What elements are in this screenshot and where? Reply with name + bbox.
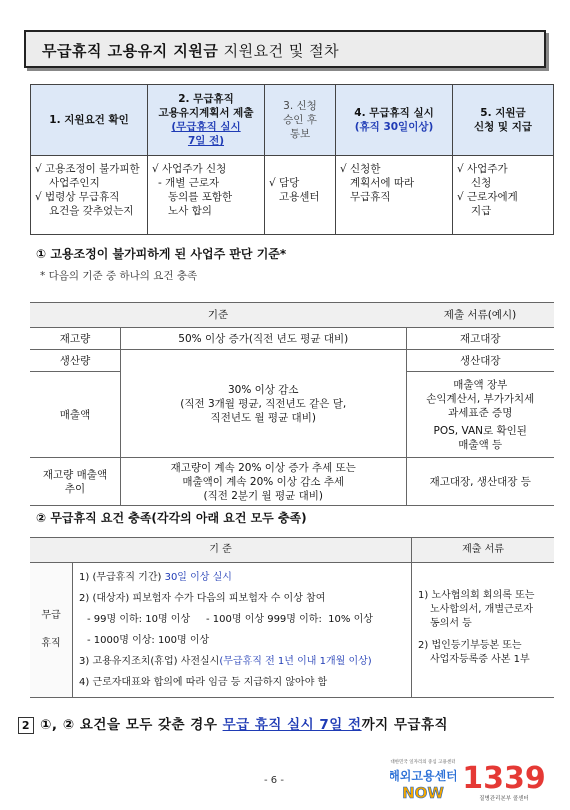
unpaid-leave-criteria-table: [30, 537, 554, 698]
row-label-inventory: 재고량: [30, 328, 121, 350]
svg-text:대한민국 일자리의 중심 고용센터: 대한민국 일자리의 중심 고용센터: [390, 760, 456, 765]
decrease-criteria: 30% 이상 감소 (직전 3개월 평균, 직전년도 같은 달, 직전년도 월 평균 대비): [121, 350, 407, 458]
criteria2-header: 기 준: [30, 538, 412, 563]
unpaid-leave-label: 무급 휴직: [30, 563, 73, 698]
svg-text:해외고용센터: 해외고용센터: [390, 769, 456, 783]
row-label-sales: 매출액: [30, 372, 121, 458]
step-4-detail: √ 신청한 계획서에 따라 무급휴직: [336, 156, 453, 235]
sales-docs: 매출액 장부 손익계산서, 부가가치세 과세표준 증명 POS, VAN로 확인된 매출액 등: [406, 372, 554, 458]
step-3-detail: √ 담당 고용센터: [265, 156, 336, 235]
page-title: 무급휴직 고용유지 지원금 지원요건 및 절차: [42, 42, 340, 60]
section-1-heading: ① 고용조정이 불가피하게 된 사업주 판단 기준*: [36, 247, 287, 261]
inventory-criteria: 50% 이상 증가(직전 년도 평균 대비): [121, 328, 407, 350]
employment-center-logo: [390, 756, 456, 802]
unpaid-leave-criteria: 1) (무급휴직 기간) 30일 이상 실시 2) (대상자) 피보험자 수가 다음의 피보험자 수 이상 참여 - 99명 이하: 10명 이상 - 100명 이상 999명 이하: 10% 이상 - 1000명 이상: 100명 이상 3) 고용유지조치(휴업) 사전실시(무급휴직 전 1년 이내 1개월 이상) 4) 근로자대표와 합의에 따라 임금 등 지급하지 않아야 함: [73, 563, 412, 698]
production-docs: 생산대장: [406, 350, 554, 372]
step-5-detail: √ 사업주가 신청 √ 근로자에게 지급: [453, 156, 554, 235]
conclusion-line: 2 ①, ② 요건을 모두 갖춘 경우 무급 휴직 실시 7일 전까지 무급휴직: [18, 713, 448, 734]
docs-header: 제출 서류(예시): [406, 303, 554, 328]
step-1-header: 1. 지원요건 확인: [31, 85, 148, 156]
criteria-header: 기준: [30, 303, 406, 328]
page-number: - 6 -: [264, 775, 284, 786]
page-title-box: [24, 30, 546, 68]
inventory-docs: 재고대장: [406, 328, 554, 350]
step-5-header: 5. 지원금 신청 및 지급: [453, 85, 554, 156]
svg-text:1339: 1339: [464, 761, 544, 796]
trend-docs: 재고대장, 생산대장 등: [406, 458, 554, 506]
svg-text:NOW: NOW: [402, 784, 444, 802]
process-table: [30, 84, 554, 235]
callcenter-1339-logo: [464, 754, 544, 804]
row-label-production: 생산량: [30, 350, 121, 372]
step-2-header: 2. 무급휴직 고용유지계획서 제출 (무급휴직 실시 7일 전): [148, 85, 265, 156]
step-1-detail: √ 고용조정이 불가피한 사업주인지 √ 법령상 무급휴직 요건을 갖추었는지: [31, 156, 148, 235]
deadline-link[interactable]: 무급 휴직 실시 7일 전: [222, 717, 362, 733]
row-label-trend: 재고량 매출액 추이: [30, 458, 121, 506]
employer-criteria-table: [30, 302, 554, 506]
step-2-detail: √ 사업주가 신청 - 개별 근로자 동의를 포함한 노사 합의: [148, 156, 265, 235]
section-1-note: * 다음의 기준 중 하나의 요건 충족: [40, 270, 198, 282]
step-3-header: 3. 신청 승인 후 통보: [265, 85, 336, 156]
svg-text:질병관리본부 콜센터: 질병관리본부 콜센터: [479, 796, 529, 802]
docs2-header: 제출 서류: [412, 538, 555, 563]
section-2-heading: ② 무급휴직 요건 충족(각각의 아래 요건 모두 충족): [36, 511, 307, 525]
step-number-box: 2: [18, 717, 34, 734]
trend-criteria: 재고량이 계속 20% 이상 증가 추세 또는 매출액이 계속 20% 이상 감소 추세 (직전 2분기 월 평균 대비): [121, 458, 407, 506]
step-4-header: 4. 무급휴직 실시 (휴직 30일이상): [336, 85, 453, 156]
unpaid-leave-docs: 1) 노사협의회 회의록 또는 노사합의서, 개별근로자 동의서 등 2) 법인등기부등본 또는 사업자등록증 사본 1부: [412, 563, 555, 698]
